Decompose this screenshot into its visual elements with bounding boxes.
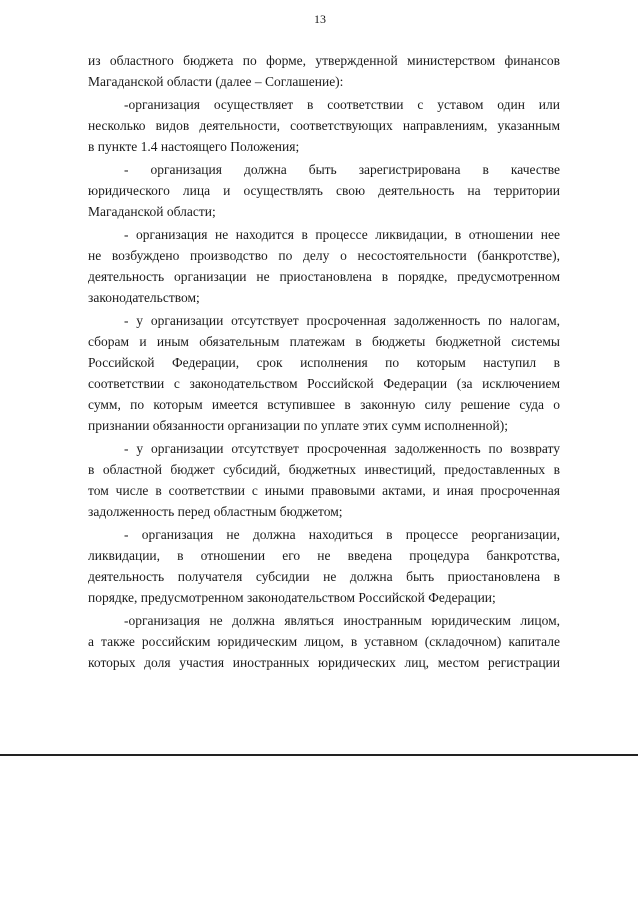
text-line: -организация не должна являться иностранным юридическим лицом, [124, 613, 560, 628]
text-line: а также российским юридическим лицом, в уставном (складочном) капитале [88, 634, 560, 649]
paragraph-registration [88, 159, 560, 222]
text-line: сумм, по которым имеется вступившее в законную силу решение суда о [88, 397, 560, 412]
text-line: Магаданской области (далее – Соглашение): [88, 74, 344, 89]
paragraph-liquidation [88, 224, 560, 308]
text-line: - организация не находится в процессе ликвидации, в отношении нее [124, 227, 560, 242]
text-line: ликвидации, в отношении его не введена процедура банкротства, [88, 548, 560, 563]
paragraph-tax-debt [88, 310, 560, 436]
text-line: несколько видов деятельности, соответствующих направлениям, указанным [88, 118, 560, 133]
text-line: деятельность организации не приостановлена в порядке, предусмотренном [88, 269, 560, 284]
text-line: признании обязанности организации по уплате этих сумм исполненной); [88, 418, 508, 433]
text-line: - у организации отсутствует просроченная задолженность по налогам, [124, 313, 560, 328]
paragraph-reorganization [88, 524, 560, 608]
text-line: порядке, предусмотренном законодательством Российской Федерации; [88, 590, 496, 605]
text-line: - организация не должна находиться в процессе реорганизации, [124, 527, 560, 542]
text-line: которых доля участия иностранных юридических лиц, местом регистрации [88, 655, 560, 670]
text-line: соответствии с законодательством Российской Федерации (за исключением [88, 376, 560, 391]
document-body [88, 50, 560, 673]
text-line: в пункте 1.4 настоящего Положения; [88, 139, 300, 154]
text-line: Российской Федерации, срок исполнения по которым наступил в [88, 355, 560, 370]
text-line: -организация осуществляет в соответствии с уставом один или [124, 97, 560, 112]
text-line: Магаданской области; [88, 204, 216, 219]
page-bottom-rule [0, 754, 638, 756]
text-line: не возбуждено производство по делу о несостоятельности (банкротстве), [88, 248, 560, 263]
text-line: юридического лица и осуществлять свою деятельность на территории [88, 183, 560, 198]
text-line: - организация должна быть зарегистрирована в качестве [124, 162, 560, 177]
paragraph-budget-form [88, 50, 560, 92]
text-line: из областного бюджета по форме, утвержденной министерством финансов [88, 53, 560, 68]
text-line: в областной бюджет субсидий, бюджетных инвестиций, предоставленных в [88, 462, 560, 477]
paragraph-activity-types [88, 94, 560, 157]
paragraph-foreign-entity [88, 610, 560, 673]
text-line: сборам и иным обязательным платежам в бюджеты бюджетной системы [88, 334, 560, 349]
text-line: - у организации отсутствует просроченная задолженность по возврату [124, 441, 560, 456]
paragraph-subsidy-debt [88, 438, 560, 522]
text-line: деятельность получателя субсидии не должна быть приостановлена в [88, 569, 560, 584]
page-number: 13 [314, 12, 326, 26]
text-line: законодательством; [88, 290, 200, 305]
text-line: задолженность перед областным бюджетом; [88, 504, 343, 519]
text-line: том числе в соответствии с иными правовыми актами, и иная просроченная [88, 483, 560, 498]
